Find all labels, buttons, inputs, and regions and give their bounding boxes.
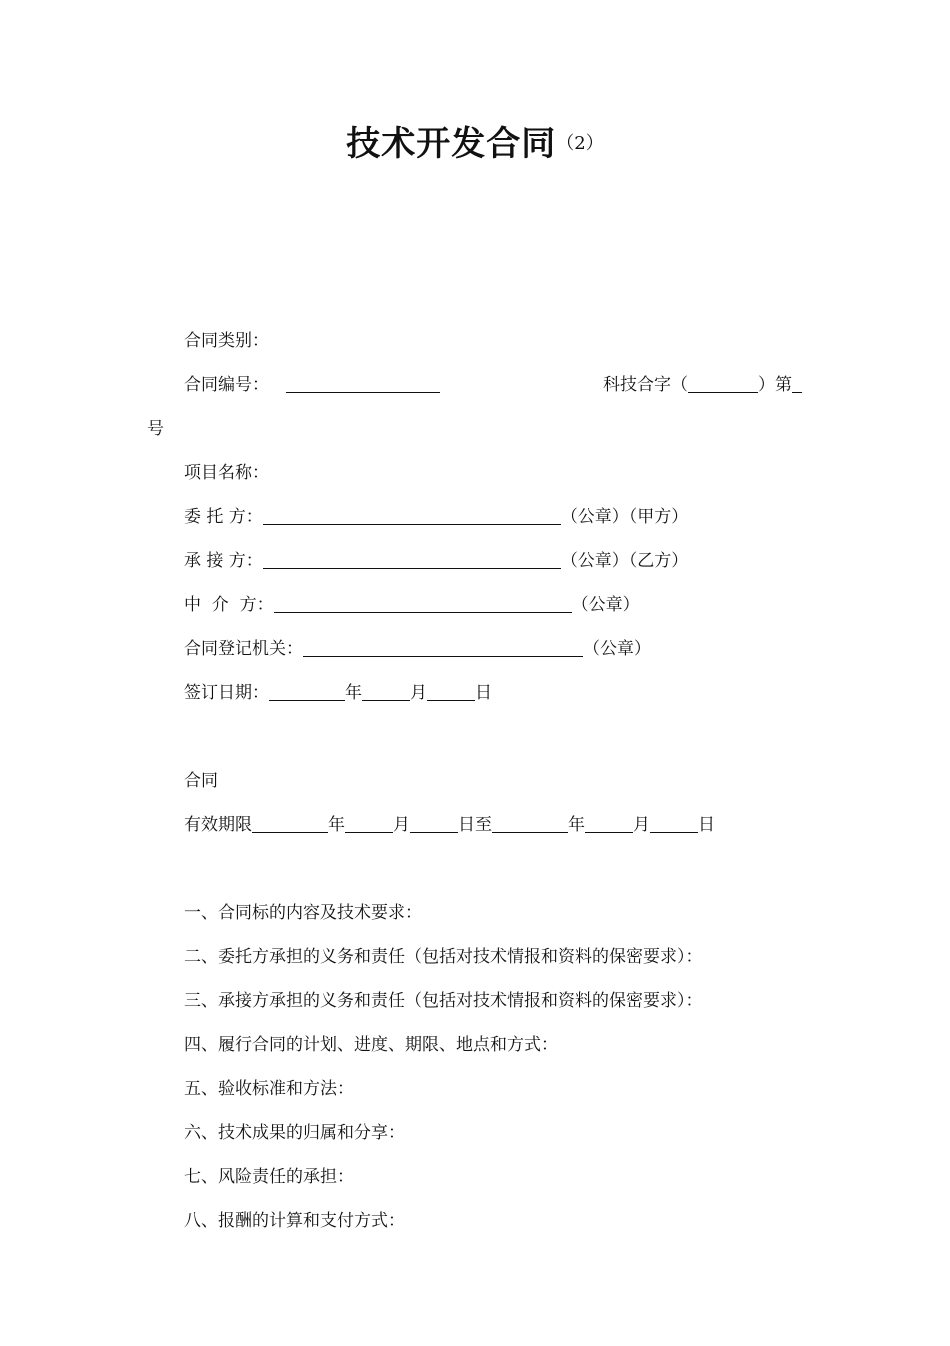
validity-start-month-blank[interactable] — [345, 814, 393, 833]
tech-contract-serial-blank[interactable] — [792, 374, 802, 393]
client-blank[interactable] — [263, 506, 561, 525]
validity-heading-line — [184, 769, 218, 793]
contractor-line — [184, 549, 688, 573]
signing-date-line — [184, 681, 492, 705]
intermediary-line — [184, 593, 640, 617]
validity-start-day-blank[interactable] — [410, 814, 458, 833]
intermediary-label: 中 介 方： — [184, 595, 274, 615]
contract-number-wrap — [147, 417, 164, 441]
tech-contract-middle: ）第 — [758, 375, 792, 395]
client-line — [184, 505, 688, 529]
contract-number-blank[interactable] — [286, 374, 440, 393]
validity-start-year-unit: 年 — [328, 815, 345, 835]
validity-end-month-unit: 月 — [633, 815, 650, 835]
registry-line — [184, 637, 651, 661]
section-heading: 二、委托方承担的义务和责任（包括对技术情报和资料的保密要求）： — [184, 947, 703, 967]
project-name-line — [184, 461, 269, 485]
contract-category-label: 合同类别： — [184, 331, 269, 351]
section-heading: 五、验收标准和方法： — [184, 1079, 354, 1099]
validity-period-line — [184, 813, 715, 837]
signing-year-unit: 年 — [345, 683, 362, 703]
validity-start-year-blank[interactable] — [252, 814, 328, 833]
number-wrap-char: 号 — [147, 419, 164, 439]
signing-day-unit: 日 — [475, 683, 492, 703]
section-heading: 六、技术成果的归属和分享： — [184, 1123, 405, 1143]
contract-number-label: 合同编号： — [184, 375, 269, 395]
signing-day-blank[interactable] — [427, 682, 475, 701]
project-name-label: 项目名称： — [184, 463, 269, 483]
contractor-label: 承 接 方： — [184, 551, 263, 571]
title-suffix: （2） — [556, 133, 604, 154]
validity-to: 日至 — [458, 815, 492, 835]
validity-start-month-unit: 月 — [393, 815, 410, 835]
tech-contract-number-line — [603, 373, 802, 397]
section-heading: 七、风险责任的承担： — [184, 1167, 354, 1187]
signing-month-unit: 月 — [410, 683, 427, 703]
client-label: 委 托 方： — [184, 507, 263, 527]
contract-category-line — [184, 329, 269, 353]
signing-date-label: 签订日期： — [184, 683, 269, 703]
validity-end-year-blank[interactable] — [492, 814, 568, 833]
registry-suffix: （公章） — [583, 639, 651, 659]
validity-heading: 合同 — [184, 771, 218, 791]
tech-contract-prefix: 科技合字（ — [603, 375, 688, 395]
client-suffix: （公章）（甲方） — [560, 507, 689, 527]
contractor-blank[interactable] — [263, 550, 561, 569]
contract-number-line — [184, 373, 440, 397]
section-heading: 八、报酬的计算和支付方式： — [184, 1211, 405, 1231]
intermediary-suffix: （公章） — [571, 595, 640, 615]
title-text: 技术开发合同 — [346, 124, 557, 164]
registry-blank[interactable] — [303, 638, 583, 657]
section-heading: 三、承接方承担的义务和责任（包括对技术情报和资料的保密要求）： — [184, 991, 703, 1011]
section-heading: 一、合同标的内容及技术要求： — [184, 903, 422, 923]
signing-month-blank[interactable] — [362, 682, 410, 701]
validity-end-day-unit: 日 — [698, 815, 715, 835]
signing-year-blank[interactable] — [269, 682, 345, 701]
validity-end-month-blank[interactable] — [585, 814, 633, 833]
validity-end-year-unit: 年 — [568, 815, 585, 835]
document-title — [0, 116, 950, 165]
section-heading: 四、履行合同的计划、进度、期限、地点和方式： — [184, 1035, 558, 1055]
intermediary-blank[interactable] — [274, 594, 572, 613]
tech-contract-year-blank[interactable] — [688, 374, 758, 393]
validity-label: 有效期限 — [184, 815, 252, 835]
registry-label: 合同登记机关： — [184, 639, 303, 659]
validity-end-day-blank[interactable] — [650, 814, 698, 833]
contractor-suffix: （公章）（乙方） — [560, 551, 689, 571]
